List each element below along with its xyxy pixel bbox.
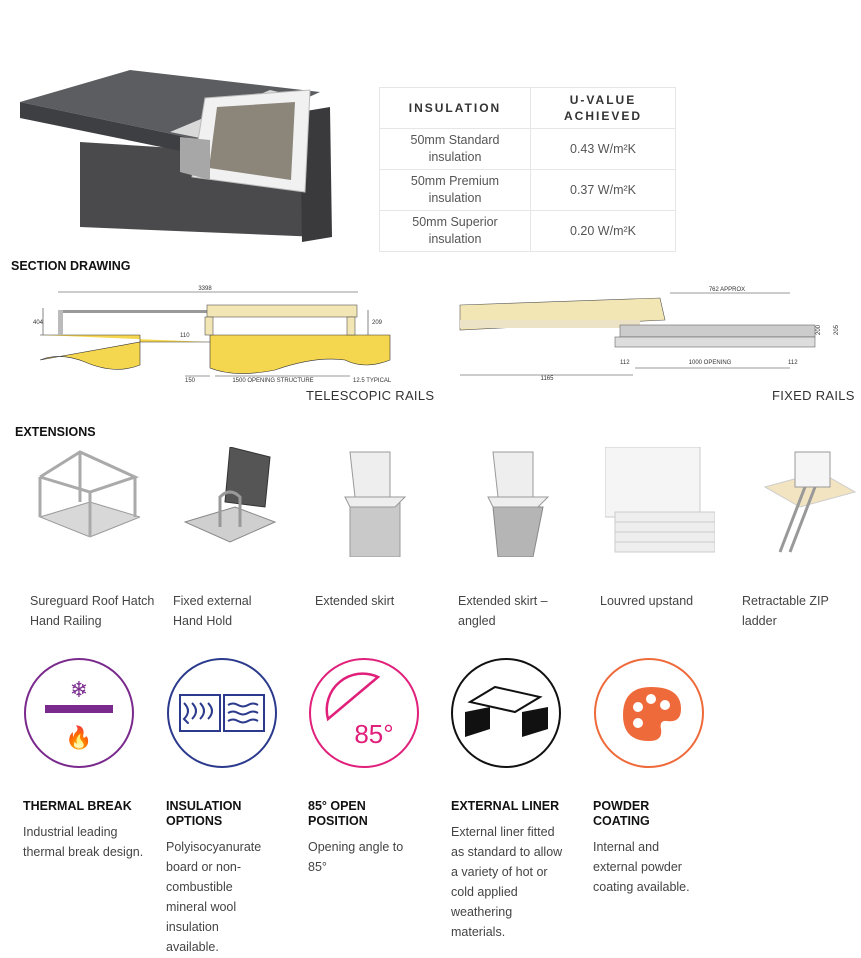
insulation-icon [166, 657, 278, 769]
feature-title-powder-coating: POWDER COATING [593, 799, 650, 828]
u-value-header-text: U-VALUE ACHIEVED [563, 93, 642, 123]
hand-railing-image [30, 447, 140, 557]
column-header-u-value [531, 88, 676, 129]
extended-skirt-image [335, 447, 445, 557]
dim-150: 150 [185, 378, 196, 384]
svg-text:🔥: 🔥 [65, 725, 93, 750]
svg-text:❄: ❄ [69, 677, 89, 702]
dim-404: 404 [33, 320, 44, 326]
dim-205: 205 [834, 324, 840, 335]
dim-1500-opening: 1500 OPENING STRUCTURE [232, 378, 314, 384]
feature-text-thermal-break: Industrial leading thermal break design. [23, 825, 144, 859]
column-header-insulation: INSULATION [380, 88, 531, 129]
insulation-cell [380, 211, 531, 252]
u-value-cell: 0.20 W/m²K [531, 211, 676, 252]
extension-label-hand-hold: Fixed external Hand Hold [173, 594, 252, 628]
table-row [380, 170, 676, 211]
telescopic-rails-caption: TELESCOPIC RAILS [306, 388, 435, 403]
extension-label-extended-skirt-angled: Extended skirt – angled [458, 594, 548, 628]
feature-text-powder-coating: Internal and external powder coating available. [593, 840, 690, 894]
extension-label-zip-ladder: Retractable ZIP ladder [742, 594, 829, 628]
feature-title-thermal-break: THERMAL BREAK [23, 799, 132, 813]
feature-title-external-liner: EXTERNAL LINER [451, 799, 560, 813]
insulation-text: 50mm Superior insulation [412, 215, 498, 246]
dim-12-5-typical: 12.5 TYPICAL [353, 378, 392, 384]
table-row [380, 211, 676, 252]
angle-label: 85° [354, 719, 394, 749]
louvred-upstand-image [605, 447, 715, 557]
extension-label-hand-railing: Sureguard Roof Hatch Hand Railing [30, 594, 155, 628]
extensions-title: EXTENSIONS [15, 425, 96, 439]
thermal-break-icon [23, 657, 135, 769]
hand-hold-image [175, 447, 285, 557]
insulation-cell [380, 170, 531, 211]
extension-label-louvred-upstand: Louvred upstand [600, 594, 694, 608]
dim-1165: 1165 [540, 376, 554, 382]
dim-1000-opening: 1000 OPENING [688, 360, 732, 366]
u-value-table [379, 87, 676, 252]
dim-110: 110 [180, 333, 190, 339]
dim-209: 209 [372, 320, 383, 326]
insulation-text: 50mm Premium insulation [410, 174, 500, 205]
dim-200: 200 [816, 324, 822, 335]
extension-label-extended-skirt: Extended skirt [315, 594, 395, 608]
extended-skirt-angled-image [478, 447, 588, 557]
palette-icon [593, 657, 705, 769]
feature-title-insulation-options: INSULATION OPTIONS [166, 799, 242, 828]
u-value-cell: 0.37 W/m²K [531, 170, 676, 211]
liner-icon [450, 657, 562, 769]
zip-ladder-image [760, 447, 861, 557]
feature-text-external-liner: External liner fitted as standard to allow a variety of hot or cold applied weathering materials. [451, 825, 563, 939]
roof-hatch-product-image [20, 62, 350, 244]
table-row [380, 129, 676, 170]
dim-3398: 3398 [198, 286, 212, 292]
section-drawing-title: SECTION DRAWING [11, 259, 131, 273]
table-header-row [380, 88, 676, 129]
protractor-icon [308, 657, 420, 769]
dim-762-approx: 762 APPROX [708, 287, 746, 293]
dim-112-right: 112 [788, 360, 798, 366]
u-value-cell: 0.43 W/m²K [531, 129, 676, 170]
fixed-rails-drawing [455, 280, 850, 385]
insulation-text: 50mm Standard insulation [410, 133, 500, 164]
dim-112-left: 112 [620, 360, 630, 366]
insulation-cell [380, 129, 531, 170]
feature-title-85-open-position: 85° OPEN POSITION [308, 799, 368, 828]
feature-text-insulation-options: Polyisocyanurate board or non-combustible mineral wool insulation available. [166, 840, 262, 954]
feature-text-85-open-position: Opening angle to 85° [308, 840, 404, 874]
telescopic-rails-drawing [25, 280, 425, 390]
fixed-rails-caption: FIXED RAILS [772, 388, 855, 403]
